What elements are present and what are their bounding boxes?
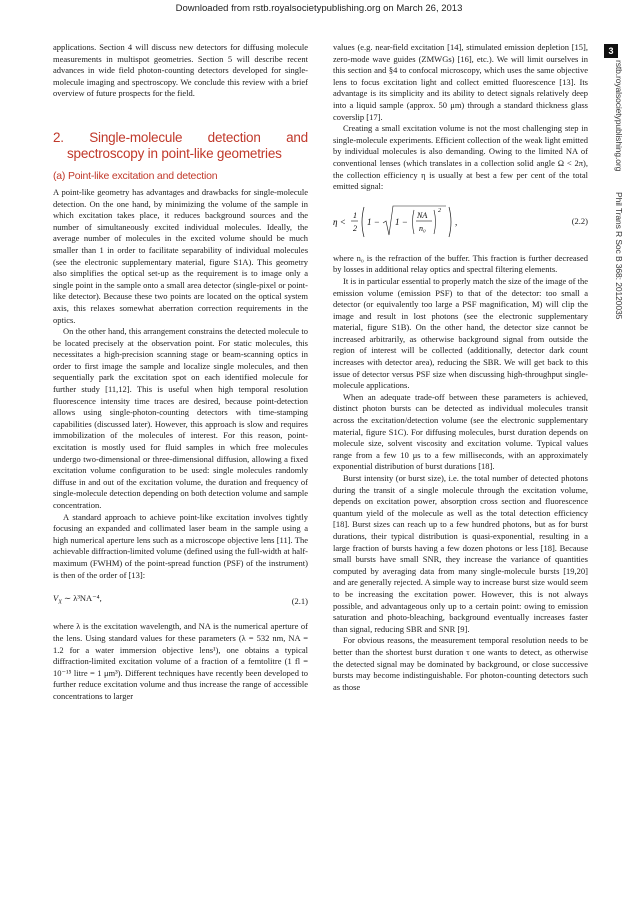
equation-number: (2.2): [571, 215, 588, 226]
paragraph: values (e.g. near-field excitation [14], stimulated emission depletion [15], zero-mode wave guides (ZMWGs) [16], etc.). We will limit ourselves in this section and §4 to confocal microscopy, which uses the same objective lens to focus excitation light and collect emitted fluorescence [13]. Its advantage is its simplicity and its ability to detect signals relatively deep into a liquid sample (approx. 50 μm) through a standard thickness glass coverslip [17].: [333, 42, 588, 122]
paragraph: where n₀ is the refraction of the buffer. This fraction is further decreased by losses in additional relay optics and spectral filtering elements.: [333, 252, 588, 275]
equation-subscript: X: [58, 599, 62, 606]
side-margin-text: [614, 60, 624, 319]
section-title: 2. Single-molecule detection and spectroscopy in point-like geometries: [53, 129, 308, 161]
equation-body: [53, 593, 102, 609]
paragraph: where λ is the excitation wavelength, and NA is the numerical aperture of the lens. Using standard values for these parameters (λ = 532 nm, NA = 1.2 for a water immersion objective lens¹), one obtains a typical diffraction-limited excitation volume of a fraction of a femtolitre (1 fl = 10⁻¹⁵ litre = 1 μm³). Different techniques have recently been developed to further reduce excitation volume and thus increase the range of accessible concentrations to larger: [53, 621, 308, 701]
paragraph: A point-like geometry has advantages and drawbacks for single-molecule detection. On the one hand, by minimizing the volume of the sample in which excitation takes place, it reduces background sources and the number of simultaneously excited individual molecules. Ideally, the average number of molecules in the excited volume should be much smaller than 1 in order to facilitate separability of individual molecules (see the electronic supplementary material, figure S1A). This geometry also simplifies the optical set-up as the requirement is to image only a single point in the sample onto a small area detector (single-pixel or point-like detector). Because these two points are located on the optical system axis, this relaxes somewhat aberration correction requirements in the optics.: [53, 186, 308, 325]
eq-sqrt-sign: [383, 206, 446, 235]
paragraph: On the other hand, this arrangement constrains the detected molecule to be located precisely at the observation point. For static molecules, this necessitates a high-precision scanning stage or beam-scanning optics in order to first image the sample and localize single molecules, and then sequentially park the excitation spot on each identified molecule for further study [11,12]. This is useful when high temporal resolution fluorescence intensity time traces are desired, because point-detection allows using single-photon-counting detectors with time-stamping capabilities (discussed later). However, this approach is slow and requires immobilization of the molecules of interest. For this reason, point-excitation is mostly used for fluid samples in which free molecules undergo two-dimensional or three-dimensional diffusion, allowing a fixed excitation volume configuration to be used: single molecules randomly diffuse in and out of the excitation volume, the duration and frequency of single-molecule detection depending on both detection volume and sample concentration.: [53, 326, 308, 510]
equation-lhs: V: [53, 593, 59, 604]
eq-one-minus-b: 1 −: [395, 216, 408, 227]
equation-2-2-formula: [333, 201, 473, 243]
equation-2-1: [53, 593, 308, 609]
page-number: 3: [604, 44, 618, 58]
eq-na: NA: [417, 210, 428, 220]
equation-rhs: ∼ λ³NA⁻⁴,: [61, 593, 102, 604]
subsection-title: (a) Point-like excitation and detection: [53, 169, 218, 182]
left-column: [53, 42, 308, 703]
eq-left-paren: [362, 207, 364, 237]
eq-lhs: η <: [333, 216, 346, 227]
paragraph: When an adequate trade-off between these parameters is achieved, distinct photon bursts can be detected as individual molecules transit across the excitation/detection volume (see the electronic supplementary material, figure S1C). For diffusing molecules, burst duration depends on molecule size, solvent viscosity and excitation volume. Typical values range from a few 10 μs to a few milliseconds, with an approximately exponential distribution of burst durations [18].: [333, 391, 588, 472]
eq-half-numerator: 1: [353, 210, 357, 220]
paragraph: Creating a small excitation volume is not the most challenging step in single-molecule experiments. Efficient collection of the weak light emitted by individual molecules is also demanding. Owing to the limited NA of conventional lenses (which translates in a collection solid angle Ω < 2π), the collection efficiency η is usually at best a few per cent of the total emitted signal:: [333, 123, 588, 192]
paragraph: It is in particular essential to properly match the size of the image of the emission volume (emission PSF) to that of the detector: too small a detector (or equivalently too large a PSF magnification, M) will clip the image and result in lost photons (see the electronic supplementary material, figure S1B). On the other hand, the detector size cannot be increased arbitrarily, as otherwise background signal from outside the region of interest will be collected (additionally, detector dark count increases with detector area), reducing the SBR. We will get back to this issue of detector versus PSF size when discussing high-throughput single-molecule applications.: [333, 275, 588, 391]
intro-paragraph: applications. Section 4 will discuss new detectors for diffusing molecule measurements in multispot geometries. Section 5 will describe recent advances in wide field photon-counting detectors developed for single-molecule imaging and spectroscopy. We conclude this review with a brief overview of future prospects for the field.: [53, 42, 308, 99]
equation-number: (2.1): [291, 595, 308, 606]
eq-inner-right-paren: [434, 210, 436, 234]
eq-one-minus-a: 1 −: [367, 216, 380, 227]
eq-half-denominator: 2: [353, 223, 357, 233]
journal-citation: Phil Trans R Soc B 368: 20120035: [614, 191, 624, 319]
eq-comma: ,: [455, 216, 458, 227]
equation-2-2: [333, 201, 588, 243]
eq-n0: n₀: [419, 223, 426, 233]
eq-inner-left-paren: [413, 210, 415, 234]
right-column: [333, 42, 588, 693]
paragraph: Burst intensity (or burst size), i.e. the total number of detected photons during the transit of a single molecule through the excitation volume, depends on excitation power, absorption cross section and fluorescence quantum yield of the molecule as well as the total detection efficiency [18]. Burst sizes can reach up to a few hundred photons, but as for burst durations, their typical distribution is quasi-exponential, resulting in a large fraction of bursts having a few dozen photons or less [18]. Because small bursts have small SNR, they increase the variance of quantities computed by averaging data from many single-molecule bursts [19,20] and are generally rejected. A simple way to increase burst size would seem to be increasing the excitation power. However, this is not always possible, and advantageous only up to a certain point: owing to emission saturation and photo-bleaching, background eventually increases faster than signal, reducing SBR and SNR [9].: [333, 473, 588, 634]
eq-exponent: 2: [438, 207, 441, 214]
journal-url-link[interactable]: rstb.royalsocietypublishing.org: [614, 60, 624, 172]
paragraph: A standard approach to achieve point-like excitation involves tightly focusing an expanded and collimated laser beam in the sample using a high numerical aperture lens such as a microscope objective lens [11]. The achievable diffraction-limited volume (defined using the full-width at half-maximum (FWHM) of the point-spread function (PSF) of the instrument) is then of the order of [13]:: [53, 511, 308, 580]
download-banner: Downloaded from rstb.royalsocietypublishing.org on March 26, 2013: [175, 3, 463, 14]
eq-right-paren: [449, 207, 451, 237]
paragraph: For obvious reasons, the measurement temporal resolution needs to be better than the shortest burst duration τ one wants to detect, as otherwise the detected signal may be dominated by background, or close successive bursts may become indistinguishable. For photon-counting detectors such as those: [333, 635, 588, 692]
